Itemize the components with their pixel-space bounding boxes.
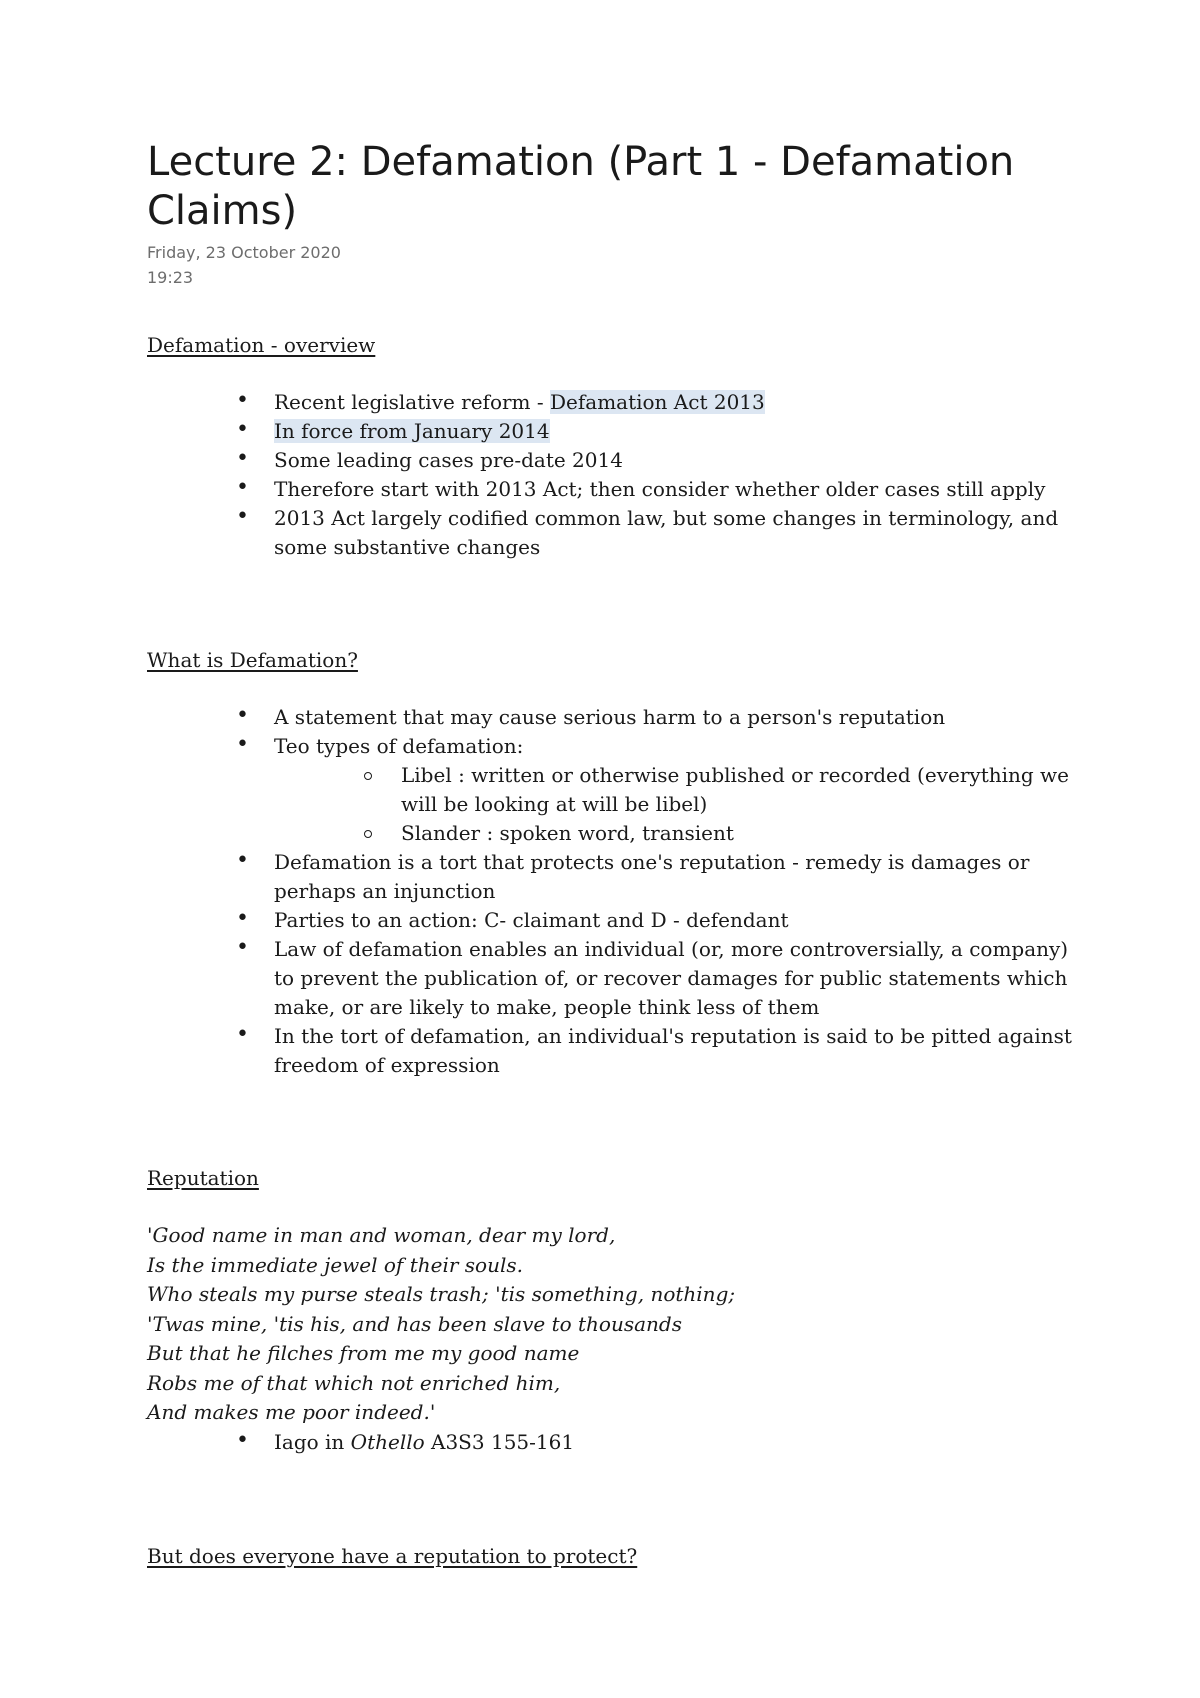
list-item: • Parties to an action: C- claimant and D - defendant [147,906,1087,935]
quote-line: Robs me of that which not enriched him, [147,1370,561,1395]
list-item: • Law of defamation enables an individual (or, more controversially, a company) to prevent the publication of, or recover damages for public statements which make, or are likely to make, people think less of them [147,935,1087,1022]
section-heading-what-is-defamation: What is Defamation? [147,648,358,672]
highlighted-text: In force from January 2014 [274,419,550,443]
list-item: • Recent legislative reform - Defamation Act 2013 [147,388,1087,417]
list-item: • Therefore start with 2013 Act; then consider whether older cases still apply [147,475,1087,504]
citation-list [147,1428,1087,1457]
highlighted-text: Defamation Act 2013 [550,390,765,414]
quotation [147,1221,1087,1428]
list-item: • A statement that may cause serious harm to a person's reputation [147,703,1087,732]
quote-line: Who steals my purse steals trash; 'tis something, nothing; [147,1282,736,1306]
note-time: 19:23 [147,268,194,287]
overview-list [147,388,1087,562]
page-title: Lecture 2: Defamation (Part 1 - Defamation Claims) [147,139,1015,234]
list-item: • Defamation is a tort that protects one's reputation - remedy is damages or perhaps an injunction [147,848,1087,906]
quote-line: Is the immediate jewel of their souls. [147,1252,523,1277]
sub-list [274,761,1087,848]
note-metadata [147,240,1087,290]
section-heading-overview: Defamation - overview [147,333,376,357]
quote-line: And makes me poor indeed.' [147,1400,436,1424]
list-item: • 2013 Act largely codified common law, but some changes in terminology, and some substantive changes [147,504,1087,562]
note-page [147,138,1087,1571]
list-item: • Some leading cases pre-date 2014 [147,446,1087,475]
note-date: Friday, 23 October 2020 [147,243,341,262]
sub-list-item: Slander : spoken word, transient [274,819,1087,848]
list-item: • Teo types of defamation: Libel : written or otherwise published or recorded (everything we will be looking at will be libel) Slander : spoken word, transient [147,732,1087,848]
note-body [147,331,1087,1571]
sub-list-item: Libel : written or otherwise published or recorded (everything we will be looking at will be libel) [274,761,1087,819]
quote-citation: • Iago in Othello A3S3 155-161 [147,1428,1087,1457]
definition-list [147,703,1087,1080]
section-heading-protect: But does everyone have a reputation to protect? [147,1543,638,1568]
section-heading-reputation: Reputation [147,1166,259,1190]
quote-line: 'Good name in man and woman, dear my lord, [147,1223,616,1247]
list-item [147,417,1087,446]
list-item: • In the tort of defamation, an individual's reputation is said to be pitted against freedom of expression [147,1022,1087,1080]
quote-line: 'Twas mine, 'tis his, and has been slave to thousands [147,1311,682,1336]
quote-line: But that he filches from me my good name [147,1341,580,1365]
